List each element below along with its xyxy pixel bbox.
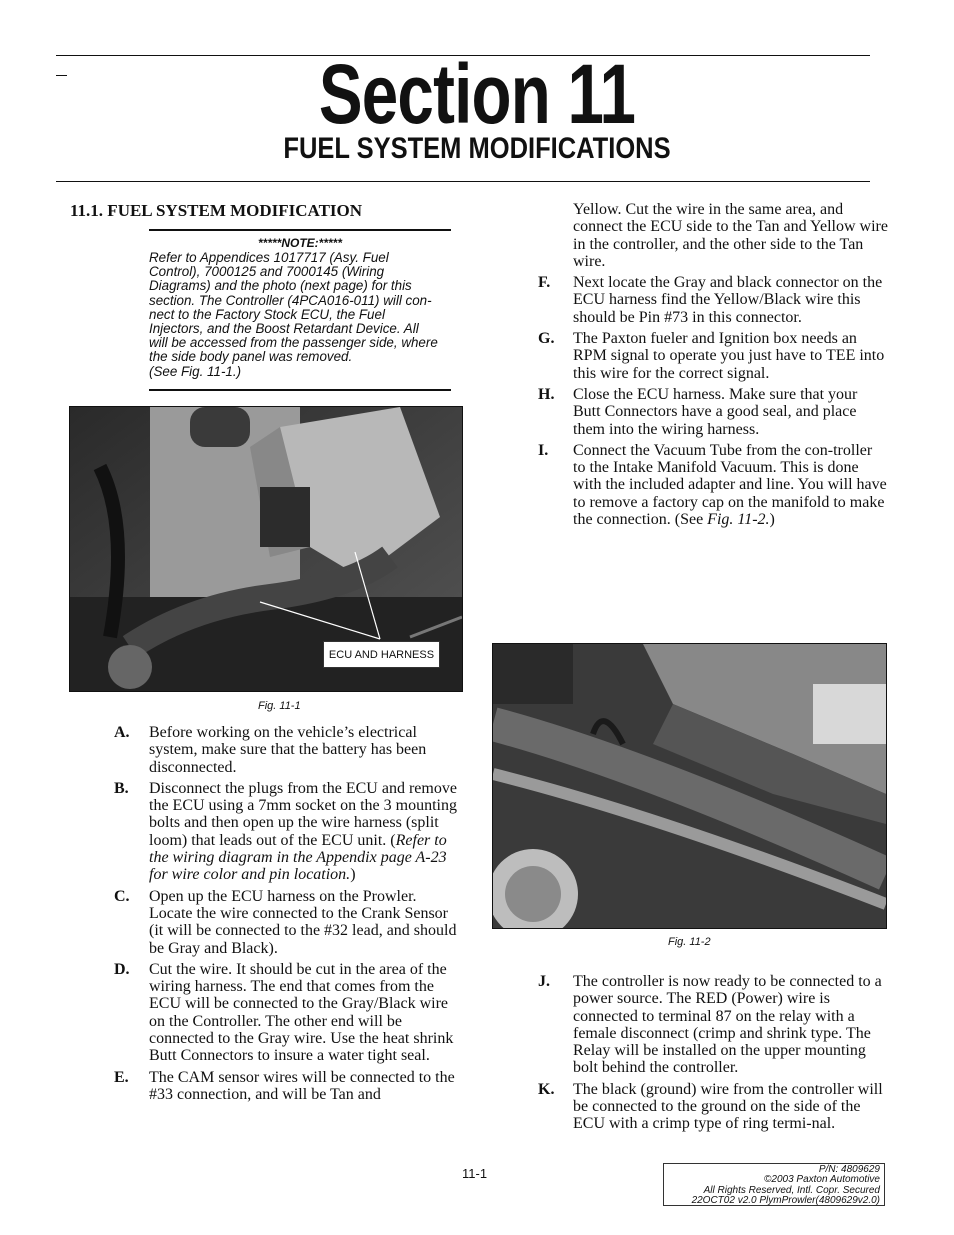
step-k (538, 1081, 888, 1133)
page-subtitle: FUEL SYSTEM MODIFICATIONS (283, 132, 671, 165)
step-d (114, 961, 464, 1065)
step-label: H. (538, 385, 555, 403)
fig-11-2-photo (492, 643, 887, 929)
step-label: D. (114, 960, 130, 978)
step-h (538, 386, 888, 438)
step-j (538, 973, 888, 1077)
step-label: A. (114, 724, 130, 741)
note-line: Diagrams) and the photo (next page) for this (149, 278, 412, 294)
note-line: will be accessed from the passenger side, where (149, 335, 438, 351)
step-label: E. (114, 1068, 129, 1086)
page-title: Section 11 (318, 47, 636, 141)
step-text: The Paxton fueler and Ignition box needs an RPM signal to operate you just have to TEE into this wire for the correct signal. (573, 330, 885, 382)
note-line: (See Fig. 11-1.) (149, 363, 242, 379)
step-e-continued: Yellow. Cut the wire in the same area, and connect the ECU side to the Tan and Yellow wire in the controller, and the other side to the Tan wire. (573, 201, 888, 270)
step-text-tail: ) (769, 511, 775, 529)
step-text: The CAM sensor wires will be connected to the #33 connection, and will be Tan and (149, 1068, 455, 1103)
note-line: section. The Controller (4PCA016-011) will con- (149, 292, 432, 308)
step-b (114, 780, 464, 884)
note-body (149, 251, 451, 379)
note-line: nect to the Factory Stock ECU, the Fuel (149, 306, 385, 322)
steps-right (538, 201, 888, 532)
step-text-italic: Refer to the wiring diagram in the Appendix page A-23 for wire color and pin location. (149, 831, 447, 884)
step-label: I. (538, 441, 549, 459)
copyright-box (663, 1163, 885, 1206)
fig-11-1-callout: ECU AND HARNESS (323, 641, 440, 668)
step-text-tail: ) (350, 866, 356, 884)
step-label: B. (114, 779, 129, 797)
step-text: The controller is now ready to be connected to a power source. The RED (Power) wire is connected to terminal 87 on the relay with a female disconnect (crimp and shrink type. The Relay will be installed on the upper mounting bolt behind the controller. (573, 973, 882, 1077)
step-i (538, 442, 888, 528)
section-heading: 11.1. FUEL SYSTEM MODIFICATION (70, 201, 363, 220)
step-text: Connect the Vacuum Tube from the con-troller to the Intake Manifold Vacuum. This is done with the included adapter and line. You will have to remove a factory cap on the manifold to make the connection. (See (573, 441, 887, 529)
copyright-line: ©2003 Paxton Automotive (764, 1174, 880, 1186)
note-title: *****NOTE:***** (257, 236, 343, 250)
steps-right-lower (538, 973, 888, 1137)
copyright-line: P/N: 4809629 (818, 1164, 880, 1175)
step-text: Cut the wire. It should be cut in the area of the wiring harness. The end that comes from the ECU will be connected to the Gray/Black wire on the Controller. The other end will be connected to the Gray wire. Use the heat shrink Butt Connectors to insure a water tight seal. (149, 960, 454, 1065)
step-text: Close the ECU harness. Make sure that your Butt Connectors have a good seal, and place them into the wiring harness. (573, 385, 858, 438)
page-number: 11-1 (462, 1166, 488, 1181)
copyright-line: 22OCT02 v2.0 PlymProwler(4809629v2.0) (691, 1195, 880, 1207)
step-text-italic: Fig. 11-2. (707, 511, 770, 529)
step-text: Disconnect the plugs from the ECU and remove the ECU using a 7mm socket on the 3 mounting bolts and then open up the wire harness (split loom) that leads out of the ECU unit. ( (149, 779, 457, 849)
step-f (538, 274, 888, 326)
step-a (114, 724, 464, 776)
step-label: J. (538, 973, 550, 990)
step-text: Before working on the vehicle’s electrical system, make sure that the battery has been disconnected. (149, 724, 427, 776)
step-text: The black (ground) wire from the controller will be connected to the ground on the side of the ECU with a crimp type of ring termi-nal. (573, 1080, 883, 1133)
note-top-rule (149, 229, 451, 231)
step-c (114, 888, 464, 957)
steps-left (114, 724, 464, 1107)
step-label: G. (538, 330, 555, 348)
step-label: K. (538, 1080, 555, 1098)
step-text: Open up the ECU harness on the Prowler. Locate the wire connected to the Crank Sensor (it will be connected to the #32 lead, and should be Gray and Black). (149, 887, 457, 957)
note-bottom-rule (149, 389, 451, 391)
margin-tick (56, 75, 67, 76)
step-text: Next locate the Gray and black connector on the ECU harness find the Yellow/Black wire this should be Pin #73 in this connector. (573, 274, 883, 326)
note-line: Refer to Appendices 1017717 (Asy. Fuel (149, 250, 389, 265)
copyright-line: All Rights Reserved, Intl. Copr. Secured (703, 1184, 880, 1196)
step-e (114, 1069, 464, 1104)
step-label: F. (538, 274, 551, 292)
note-line: the side body panel was removed. (149, 349, 353, 365)
step-label: C. (114, 887, 130, 905)
fig-11-2-caption: Fig. 11-2 (668, 936, 711, 948)
header-bottom-rule (56, 181, 870, 182)
note-line: Control), 7000125 and 7000145 (Wiring (149, 264, 385, 280)
fig-11-1-caption: Fig. 11-1 (258, 700, 301, 712)
note-line: Injectors, and the Boost Retardant Device. All (149, 321, 419, 337)
step-g (538, 330, 888, 382)
